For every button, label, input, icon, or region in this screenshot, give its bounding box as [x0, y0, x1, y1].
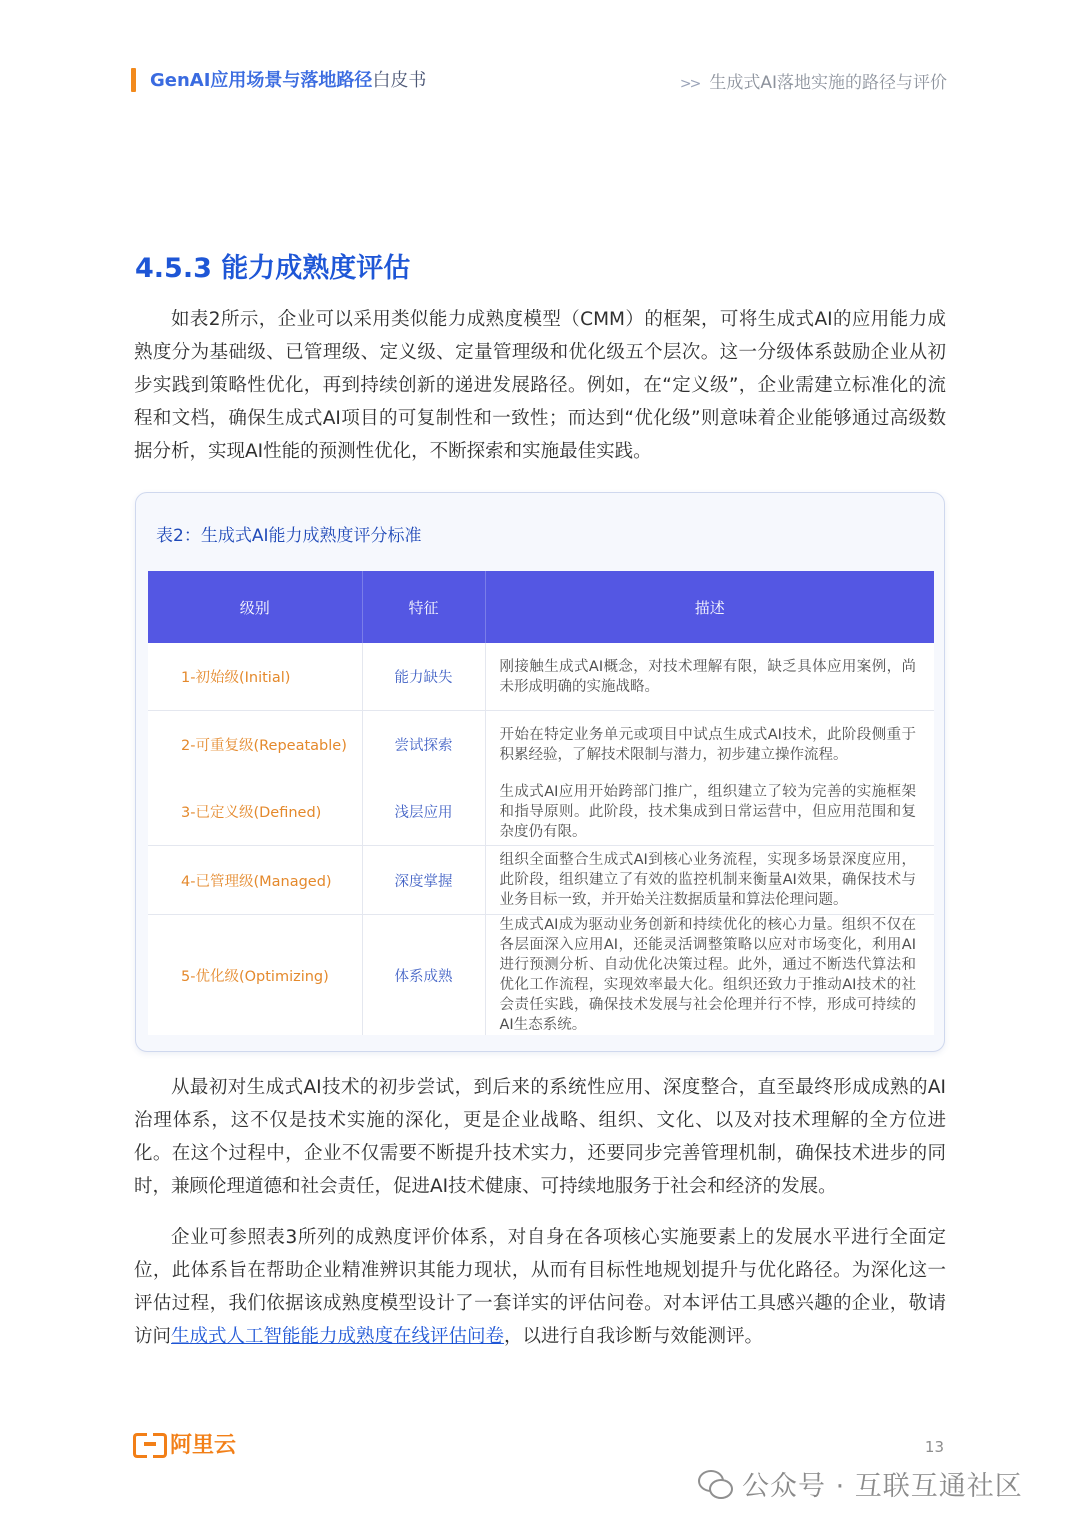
description-cell: 生成式AI应用开始跨部门推广，组织建立了较为完善的实施框架和指导原则。此阶段，技术集成到日常运营中，但应用范围和复杂度仍有限。: [485, 778, 934, 846]
feature-cell: 浅层应用: [362, 778, 485, 846]
intro-paragraph: [134, 303, 946, 468]
column-header-level: 级别: [148, 571, 362, 643]
table-caption: 表2：生成式AI能力成熟度评分标准: [156, 526, 422, 546]
feature-cell: 尝试探索: [362, 711, 485, 779]
chapter-breadcrumb: [680, 68, 947, 93]
survey-link[interactable]: 生成式人工智能能力成熟度在线评估问卷: [171, 1326, 505, 1347]
document-title-suffix: 白皮书: [372, 70, 427, 91]
table-row: [148, 846, 934, 915]
aliyun-logo-icon: [133, 1431, 169, 1457]
wechat-icon: [696, 1467, 734, 1501]
level-cell: 5-优化级(Optimizing): [148, 915, 362, 1036]
table-row: [148, 711, 934, 779]
aliyun-logo: [133, 1428, 236, 1459]
level-cell: 4-已管理级(Managed): [148, 846, 362, 915]
breadcrumb-text: 生成式AI落地实施的路径与评价: [709, 73, 947, 93]
table-header-row: [148, 571, 934, 643]
maturity-table: [148, 571, 934, 1035]
paragraph-text: [134, 1221, 946, 1353]
feature-cell: 深度掌握: [362, 846, 485, 915]
level-cell: 2-可重复级(Repeatable): [148, 711, 362, 779]
column-header-feature: 特征: [362, 571, 485, 643]
document-title-brand: GenAI应用场景与落地路径: [150, 70, 373, 91]
description-cell: 开始在特定业务单元或项目中试点生成式AI技术，此阶段侧重于积累经验，了解技术限制与潜力，初步建立操作流程。: [499, 726, 916, 763]
logo-text: 阿里云: [170, 1433, 237, 1458]
table-row: [148, 643, 934, 711]
paragraph-text-tail: ，以进行自我诊断与效能测评。: [504, 1326, 764, 1347]
feature-cell: 能力缺失: [362, 643, 485, 711]
header-accent-bar: [131, 68, 136, 92]
document-title: [150, 66, 426, 92]
column-header-description: 描述: [485, 571, 934, 643]
watermark-text: 公众号 · 互联互通社区: [742, 1471, 1023, 1502]
page-header: [0, 0, 1080, 120]
paragraph-text: 从最初对生成式AI技术的初步尝试，到后来的系统性应用、深度整合，直至最终形成成熟的AI治理体系，这不仅是技术实施的深化，更是企业战略、组织、文化、以及对技术理解的全方位进化。在这个过程中，企业不仅需要不断提升技术实力，还要同步完善管理机制，确保技术进步的同时，兼顾伦理道德和社会责任，促进AI技术健康、可持续地服务于社会和经济的发展。: [134, 1077, 946, 1197]
body-paragraph: [134, 1221, 946, 1353]
description-cell: 组织全面整合生成式AI到核心业务流程，实现多场景深度应用，此阶段，组织建立了有效的监控机制来衡量AI效果，确保技术与业务目标一致，并开始关注数据质量和算法伦理问题。: [485, 846, 934, 915]
feature-cell: 体系成熟: [362, 915, 485, 1036]
table-card: [135, 492, 945, 1052]
level-cell: 1-初始级(Initial): [148, 643, 362, 711]
description-cell: 刚接触生成式AI概念，对技术理解有限，缺乏具体应用案例，尚未形成明确的实施战略。: [485, 643, 934, 711]
paragraph-text-lead: 企业可参照表3所列的成熟度评价体系，对自身在各项核心实施要素上的发展水平进行全面定位，此体系旨在帮助企业精准辨识其能力现状，从而有目标性地规划提升与优化路径。为深化这一评估过程，我们依据该成熟度模型设计了一套详实的评估问卷。对本评估工具感兴趣的企业，敬请访问: [134, 1227, 946, 1347]
level-cell: 3-已定义级(Defined): [148, 778, 362, 846]
body-paragraph: [134, 1071, 946, 1203]
table-row: [148, 778, 934, 846]
double-chevron-icon: >>: [679, 76, 700, 92]
section-heading: 4.5.3 能力成熟度评估: [135, 253, 411, 284]
page-number: 13: [924, 1438, 944, 1456]
description-cell: 生成式AI成为驱动业务创新和持续优化的核心力量。组织不仅在各层面深入应用AI，还能灵活调整策略以应对市场变化，利用AI进行预测分析、自动优化决策过程。此外，通过不断迭代算法和优化工作流程，实现效率最大化。组织还致力于推动AI技术的社会责任实践，确保技术发展与社会伦理并行不悖，形成可持续的AI生态系统。: [499, 917, 916, 1033]
table-row: [148, 915, 934, 1036]
paragraph-text: 如表2所示，企业可以采用类似能力成熟度模型（CMM）的框架，可将生成式AI的应用能力成熟度分为基础级、已管理级、定义级、定量管理级和优化级五个层次。这一分级体系鼓励企业从初步实践到策略性优化，再到持续创新的递进发展路径。例如，在“定义级”，企业需建立标准化的流程和文档，确保生成式AI项目的可复制性和一致性；而达到“优化级”则意味着企业能够通过高级数据分析，实现AI性能的预测性优化，不断探索和实施最佳实践。: [134, 309, 946, 462]
wechat-watermark: [696, 1464, 1023, 1503]
